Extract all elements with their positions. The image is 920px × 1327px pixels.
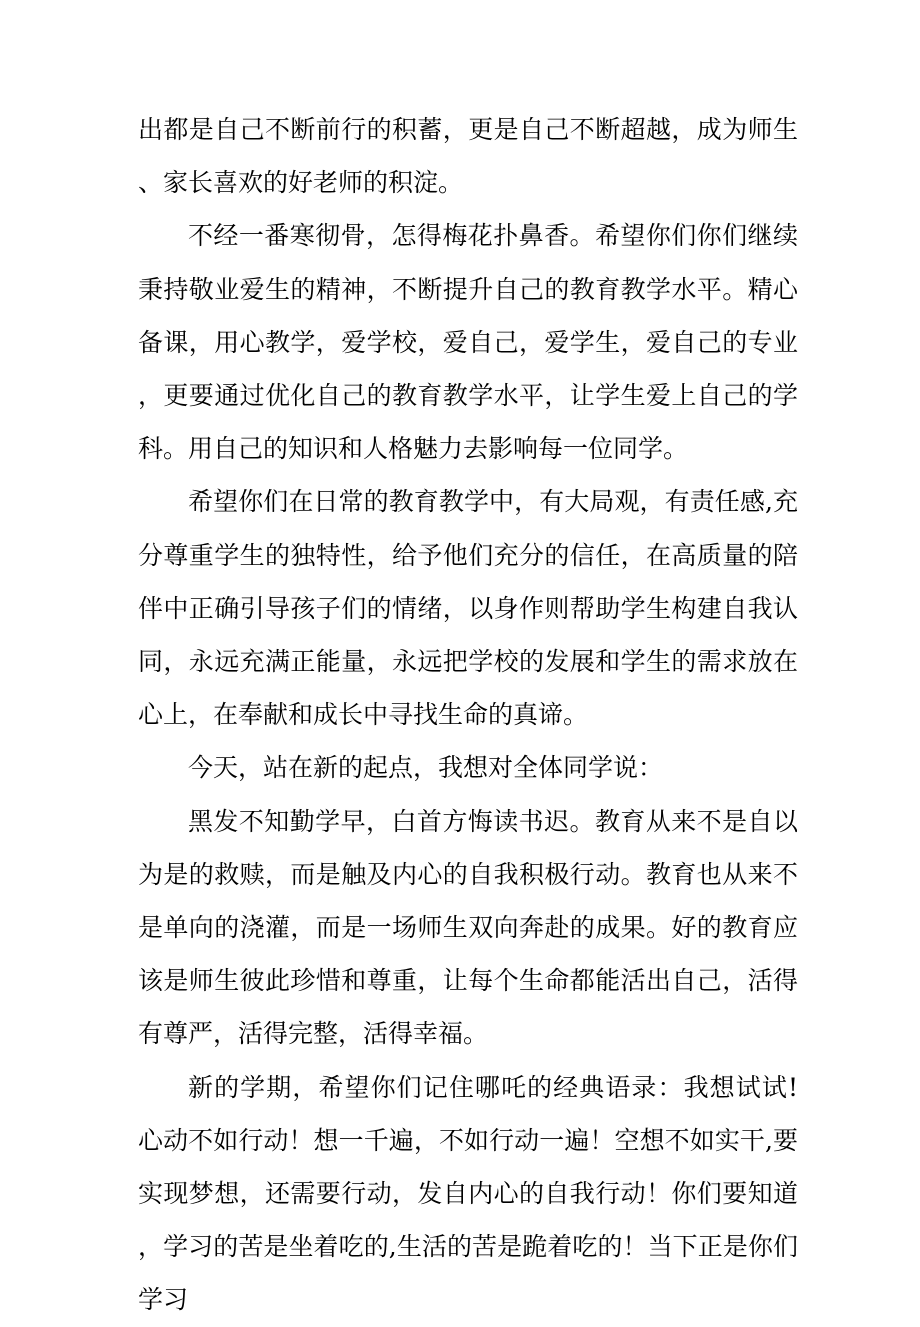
paragraph-education: 黑发不知勤学早，白首方悔读书迟。教育从来不是自以为是的救赎，而是触及内心的自我积极行动。教育也从来不是单向的浇灌，而是一场师生双向奔赴的成果。好的教育应该是师生彼此珍惜和尊重，让每个生命都能活出自己，活得有尊严，活得完整，活得幸福。 (138, 806, 798, 1049)
paragraph-new-semester: 新的学期，希望你们记住哪吒的经典语录：我想试试!心动不如行动！想一千遍，不如行动一遍！空想不如实干,要实现梦想，还需要行动，发自内心的自我行动！你们要知道，学习的苦是坐着吃的,生活的苦是跪着吃的！当下正是你们学习 (138, 1072, 798, 1315)
paragraph-daily-teaching: 希望你们在日常的教育教学中，有大局观，有责任感,充分尊重学生的独特性，给予他们充分的信任，在高质量的陪伴中正确引导孩子们的情绪，以身作则帮助学生构建自我认同，永远充满正能量，永远把学校的发展和学生的需求放在心上，在奉献和成长中寻找生命的真谛。 (138, 487, 798, 730)
paragraph-address-students: 今天，站在新的起点，我想对全体同学说： (188, 753, 664, 783)
paragraph-continuation: 出都是自己不断前行的积蓄，更是自己不断超越，成为师生、家长喜欢的好老师的积淀。 (138, 115, 798, 198)
paragraph-plum-blossom: 不经一番寒彻骨，怎得梅花扑鼻香。希望你们你们继续秉持敬业爱生的精神，不断提升自己的教育教学水平。精心备课，用心教学，爱学校，爱自己，爱学生，爱自己的专业，更要通过优化自己的教育教学水平，让学生爱上自己的学科。用自己的知识和人格魅力去影响每一位同学。 (138, 221, 798, 464)
document-body (138, 103, 798, 1327)
